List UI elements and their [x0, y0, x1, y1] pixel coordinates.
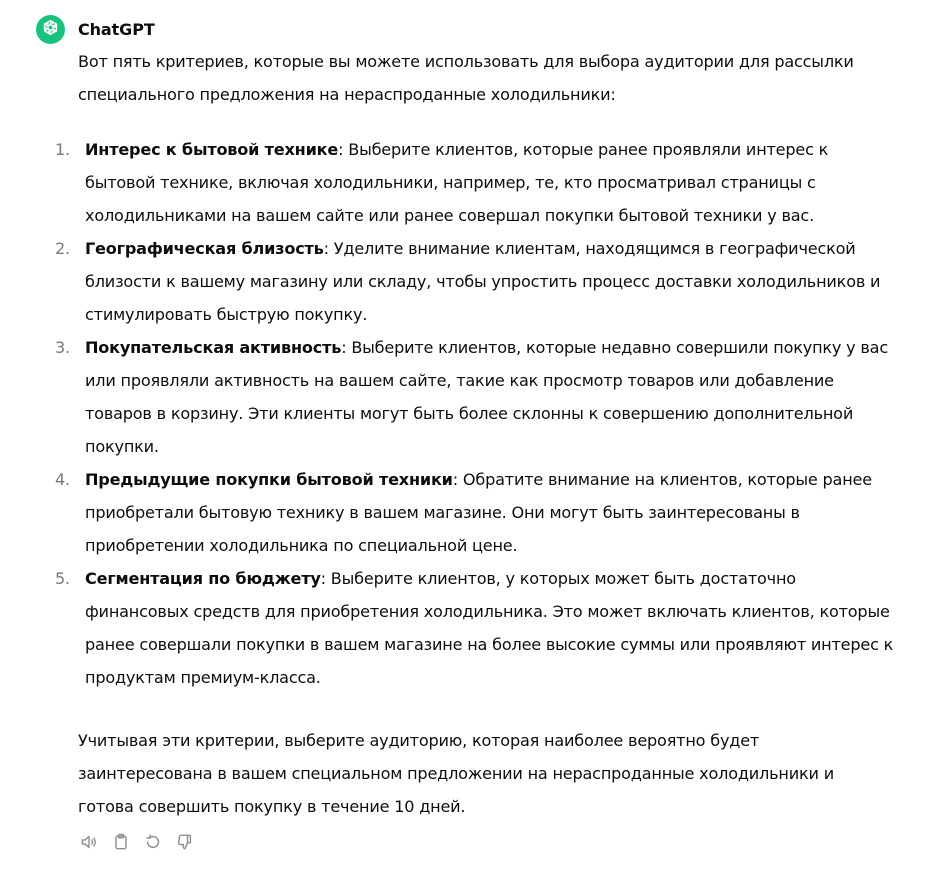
list-number: 4. [55, 470, 70, 489]
criterion-text: : Уделите внимание клиентам, находящимся в географической близости к вашему магазину или складу, чтобы упростить процесс доставки холодильников и стимулировать быструю покупку. [85, 239, 881, 324]
criterion-term: Интерес к бытовой технике [85, 140, 339, 159]
criterion-text: : Обратите внимание на клиентов, которые ранее приобретали бытовую технику в вашем магазине. Они могут быть заинтересованы в приобретении холодильника по специальной цене. [85, 470, 872, 555]
message-actions [78, 830, 916, 854]
thumbs-down-icon [175, 832, 195, 852]
list-item [55, 331, 897, 463]
summary-paragraph: Учитывая эти критерии, выберите аудиторию, которая наиболее вероятно будет заинтересована в вашем специальном предложении на нераспроданные холодильники и готова совершить покупку в течение 10 дней. [78, 731, 834, 816]
read-aloud-button[interactable] [78, 831, 100, 853]
list-number: 3. [55, 338, 70, 357]
dislike-button[interactable] [174, 831, 196, 853]
message-content [55, 45, 916, 823]
list-item [55, 463, 897, 562]
list-number: 2. [55, 239, 70, 258]
list-item [55, 133, 897, 232]
intro-paragraph: Вот пять критериев, которые вы можете использовать для выбора аудитории для рассылки специального предложения на нераспроданные холодильники: [78, 52, 854, 104]
regenerate-button[interactable] [142, 831, 164, 853]
criterion-term: Покупательская активность [85, 338, 342, 357]
clipboard-icon [111, 832, 131, 852]
assistant-message [36, 14, 916, 854]
list-item [55, 232, 897, 331]
list-number: 5. [55, 569, 70, 588]
message-header [36, 14, 916, 44]
copy-button[interactable] [110, 831, 132, 853]
list-number: 1. [55, 140, 70, 159]
criterion-text: : Выберите клиентов, которые ранее проявляли интерес к бытовой технике, включая холодильники, например, те, кто просматривал страницы с холодильниками на вашем сайте или ранее совершал покупки бытовой техники у вас. [85, 140, 829, 225]
criterion-text: : Выберите клиентов, у которых может быть достаточно финансовых средств для приобретения холодильника. Это может включать клиентов, которые ранее совершали покупки в вашем магазине на более высокие суммы или проявляют интерес к продуктам премиум-класса. [85, 569, 894, 687]
regenerate-icon [143, 832, 163, 852]
criterion-term: Предыдущие покупки бытовой техники [85, 470, 453, 489]
criterion-term: Географическая близость [85, 239, 324, 258]
openai-logo-icon [41, 18, 60, 41]
message-author: ChatGPT [78, 19, 155, 39]
list-item [55, 562, 897, 694]
speaker-icon [79, 832, 99, 852]
avatar [36, 15, 65, 44]
criterion-term: Сегментация по бюджету [85, 569, 321, 588]
criteria-list [55, 133, 916, 694]
criterion-text: : Выберите клиентов, которые недавно совершили покупку у вас или проявляли активность на вашем сайте, такие как просмотр товаров или добавление товаров в корзину. Эти клиенты могут быть более склонны к совершению дополнительной покупки. [85, 338, 888, 456]
